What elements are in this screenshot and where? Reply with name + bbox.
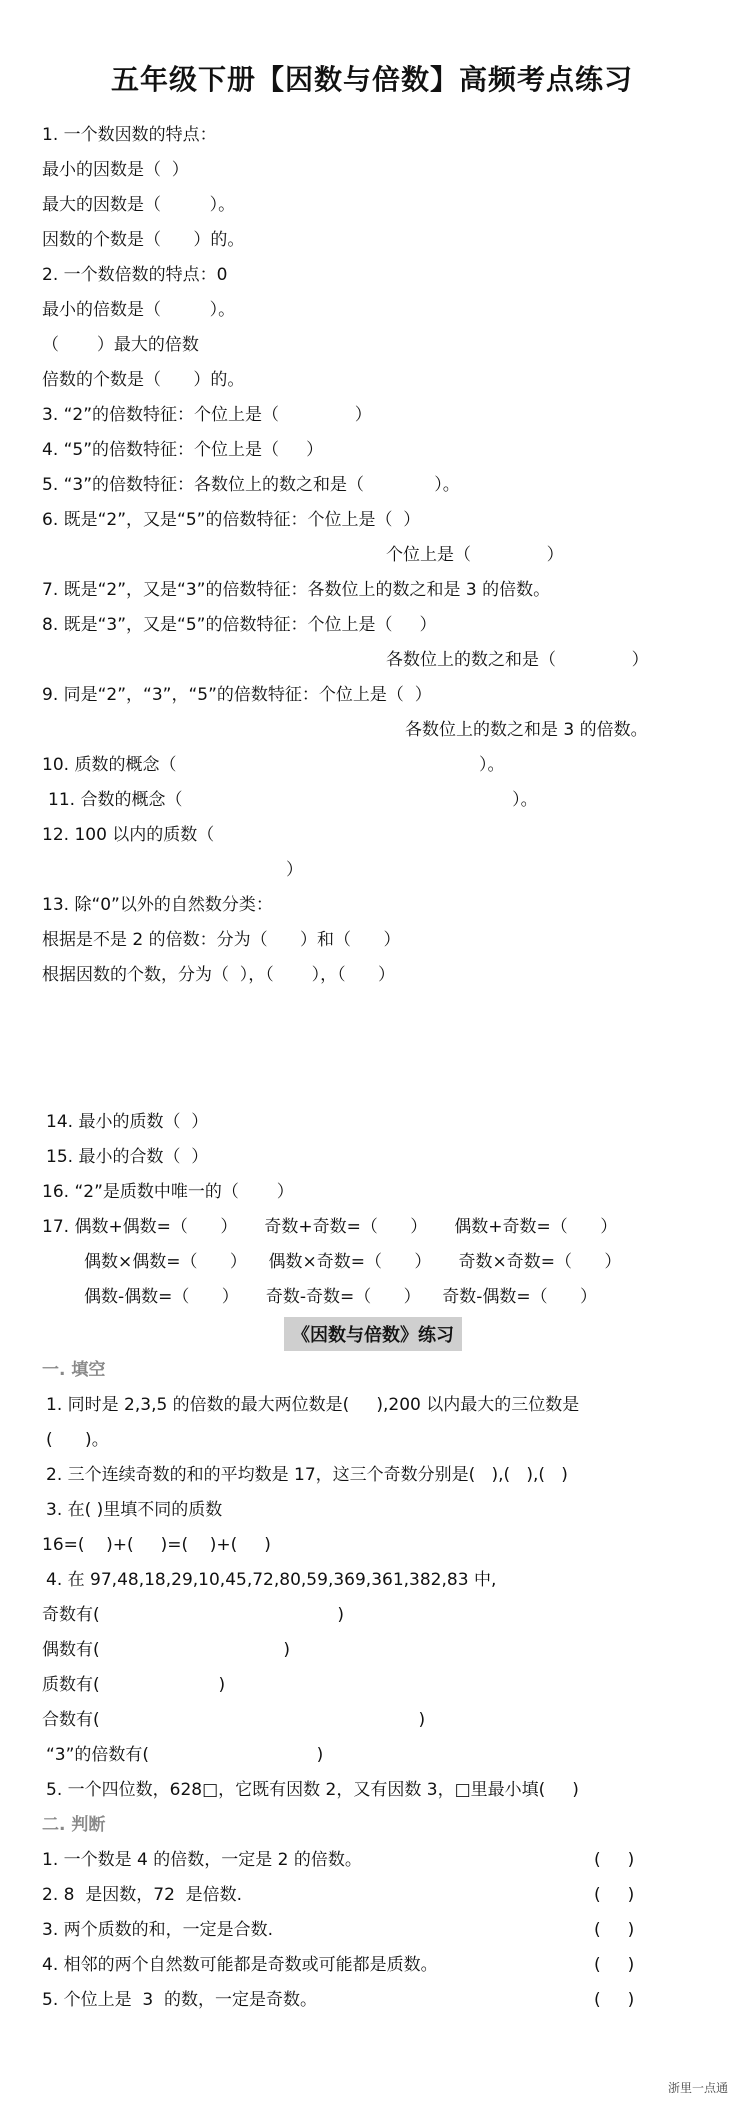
line: 16. “2”是质数中唯一的（ ）: [42, 1182, 294, 1202]
judge-answer-blank: ( ): [594, 1885, 635, 1905]
fill-line: 5. 一个四位数，628□，它既有因数 2，又有因数 3，□里最小填( ): [46, 1780, 579, 1800]
line: 根据是不是 2 的倍数：分为（ ）和（ ）: [42, 930, 401, 950]
line: （ ）最大的倍数: [42, 335, 199, 355]
line: 2. 一个数倍数的特点：0: [42, 265, 228, 285]
judge-question: 3. 两个质数的和，一定是合数.: [42, 1920, 274, 1940]
fill-line: “3”的倍数有( ): [46, 1745, 324, 1765]
line: 6. 既是“2”，又是“5”的倍数特征：个位上是（ ）: [42, 510, 421, 530]
fill-line: 2. 三个连续奇数的和的平均数是 17，这三个奇数分别是( ),( ),( ): [46, 1465, 568, 1485]
line: 17. 偶数+偶数=（ ） 奇数+奇数=（ ） 偶数+奇数=（ ）: [42, 1217, 618, 1237]
fill-line: 奇数有( ): [42, 1605, 345, 1625]
line: 因数的个数是（ ）的。: [42, 230, 245, 250]
line: 个位上是（ ）: [386, 545, 564, 565]
line: 最小的因数是（ ）: [42, 160, 189, 180]
line: 12. 100 以内的质数（: [42, 825, 215, 845]
section-heading-fill: 一. 填空: [42, 1360, 106, 1380]
fill-line: 质数有( ): [42, 1675, 226, 1695]
judge-question: 5. 个位上是 3 的数，一定是奇数。: [42, 1990, 318, 2010]
line: 最小的倍数是（ ）。: [42, 300, 236, 320]
line: 最大的因数是（ ）。: [42, 195, 236, 215]
judge-question: 4. 相邻的两个自然数可能都是奇数或可能都是质数。: [42, 1955, 438, 1975]
line: 偶数-偶数=（ ） 奇数-奇数=（ ） 奇数-偶数=（ ）: [84, 1287, 598, 1307]
watermark-footer: 浙里一点通: [667, 2081, 728, 2095]
line: 4. “5”的倍数特征：个位上是（ ）: [42, 440, 324, 460]
line: 倍数的个数是（ ）的。: [42, 370, 245, 390]
line: 15. 最小的合数（ ）: [46, 1147, 209, 1167]
fill-line: 偶数有( ): [42, 1640, 290, 1660]
section-heading-judge: 二. 判断: [42, 1815, 106, 1835]
line: 3. “2”的倍数特征：个位上是（ ）: [42, 405, 372, 425]
fill-line: 16=( )+( )=( )+( ): [42, 1535, 271, 1555]
fill-line: ( )。: [46, 1430, 109, 1450]
page-title: 五年级下册【因数与倍数】高频考点练习: [110, 63, 633, 96]
judge-answer-blank: ( ): [594, 1990, 635, 2010]
judge-answer-blank: ( ): [594, 1955, 635, 1975]
line: 13. 除“0”以外的自然数分类：: [42, 895, 273, 915]
line: 11. 合数的概念（ ）。: [48, 790, 538, 810]
line: 14. 最小的质数（ ）: [46, 1112, 209, 1132]
line: 各数位上的数之和是 3 的倍数。: [405, 720, 648, 740]
judge-answer-blank: ( ): [594, 1850, 635, 1870]
judge-question: 1. 一个数是 4 的倍数，一定是 2 的倍数。: [42, 1850, 362, 1870]
line: 偶数×偶数=（ ） 偶数×奇数=（ ） 奇数×奇数=（ ）: [84, 1252, 622, 1272]
fill-line: 3. 在( )里填不同的质数: [46, 1500, 223, 1520]
line: ）: [286, 860, 303, 880]
fill-line: 合数有( ): [42, 1710, 426, 1730]
judge-answer-blank: ( ): [594, 1920, 635, 1940]
line: 9. 同是“2”，“3”，“5”的倍数特征：个位上是（ ）: [42, 685, 432, 705]
fill-line: 1. 同时是 2,3,5 的倍数的最大两位数是( ),200 以内最大的三位数是: [46, 1395, 580, 1415]
line: 各数位上的数之和是（ ）: [386, 650, 649, 670]
judge-question: 2. 8 是因数，72 是倍数.: [42, 1885, 243, 1905]
line: 5. “3”的倍数特征：各数位上的数之和是（ ）。: [42, 475, 460, 495]
line: 8. 既是“3”，又是“5”的倍数特征：个位上是（ ）: [42, 615, 437, 635]
line: 10. 质数的概念（ ）。: [42, 755, 505, 775]
fill-line: 4. 在 97,48,18,29,10,45,72,80,59,369,361,382,83 中,: [46, 1570, 497, 1590]
line: 1. 一个数因数的特点：: [42, 125, 217, 145]
line: 根据因数的个数，分为（ ），（ ），（ ）: [42, 965, 396, 985]
exercise-subtitle: 《因数与倍数》练习: [284, 1317, 462, 1351]
line: 7. 既是“2”，又是“3”的倍数特征：各数位上的数之和是 3 的倍数。: [42, 580, 551, 600]
